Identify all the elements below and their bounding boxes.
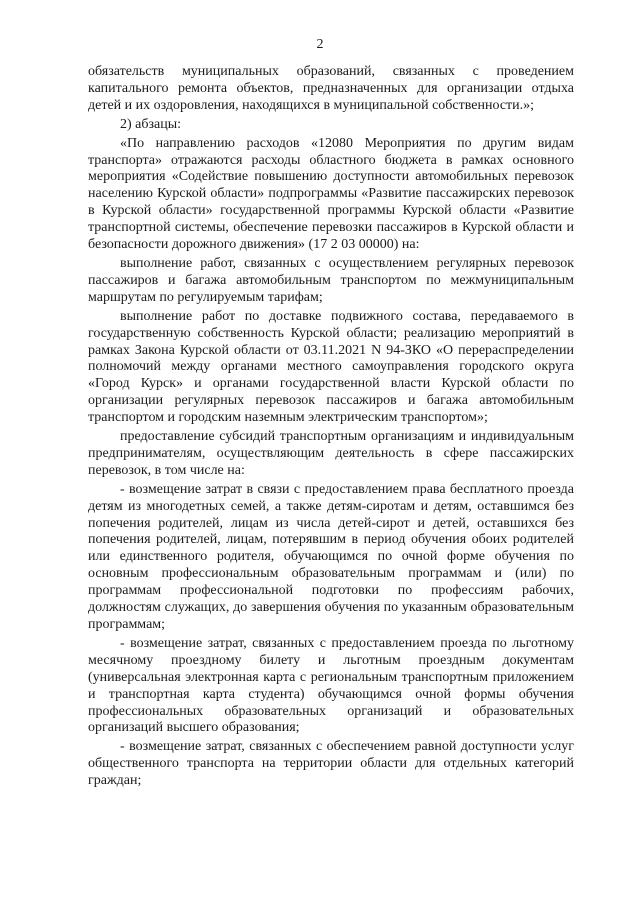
paragraph-regular-transport: выполнение работ, связанных с осуществлением регулярных перевозок пассажиров и багажа автомобильным транспортом по межмуниципальным маршрутам по регулируемым тарифам; <box>88 255 574 305</box>
paragraph-equal-access-compensation: - возмещение затрат, связанных с обеспечением равной доступности услуг общественного транспорта на территории области для отдельных категорий граждан; <box>88 739 574 789</box>
paragraph-expense-direction: «По направлению расходов «12080 Мероприятия по другим видам транспорта» отражаются расходы областного бюджета в рамках основного мероприятия «Содействие повышению доступности автомобильных перевозок населению Курской области» подпрограммы «Развитие пассажирских перевозок в Курской области» государственной программы Курской области «Развитие транспортной системы, обеспечение перевозки пассажиров в Курской области и безопасности дорожного движения» (17 2 03 00000) на: <box>88 135 574 253</box>
paragraph-discount-ticket-compensation: - возмещение затрат, связанных с предоставлением проезда по льготному месячному проездному билету и льготным проездным документам (универсальная электронная карта с региональным транспортным приложением и транспортная карта студента) обучающимся очной формы обучения профессиональных образовательных организаций и образовательных организаций высшего образования; <box>88 635 574 736</box>
paragraph-rolling-stock-delivery: выполнение работ по доставке подвижного состава, передаваемого в государственную собственность Курской области; реализацию мероприятий в рамках Закона Курской области от 03.11.2021 N 94-ЗКО «О перераспределении полномочий между органами местного самоуправления городского округа «Город Курск» и органами государственной власти Курской области по организации регулярных перевозок пассажиров и багажа автомобильным транспортом и городским наземным электрическим транспортом»; <box>88 308 574 426</box>
paragraph-continuation: обязательств муниципальных образований, связанных с проведением капитального ремонта объектов, предназначенных для организации отдыха детей и их оздоровления, находящихся в муниципальной собственности.»; <box>88 64 574 113</box>
paragraph-free-travel-compensation: - возмещение затрат в связи с предоставлением права бесплатного проезда детям из многодетных семей, а также детям-сиротам и детям, оставшимся без попечения родителей, лицам из числа детей-сирот и детей, оставшихся без попечения родителей, лицам, потерявшим в период обучения обоих родителей или единственного родителя, обучающимся по очной форме обучения по основным профессиональным образовательным программам и (или) по программам профессиональной подготовки по профессиям рабочих, должностям служащих, до завершения обучения по указанным образовательным программам; <box>88 481 574 632</box>
page-number: 2 <box>316 37 324 52</box>
paragraph-subsidies: предоставление субсидий транспортным организациям и индивидуальным предпринимателям, осуществляющим деятельность в сфере пассажирских перевозок, в том числе на: <box>88 429 574 478</box>
document-body <box>88 64 574 792</box>
paragraph-item-heading: 2) абзацы: <box>120 116 182 132</box>
